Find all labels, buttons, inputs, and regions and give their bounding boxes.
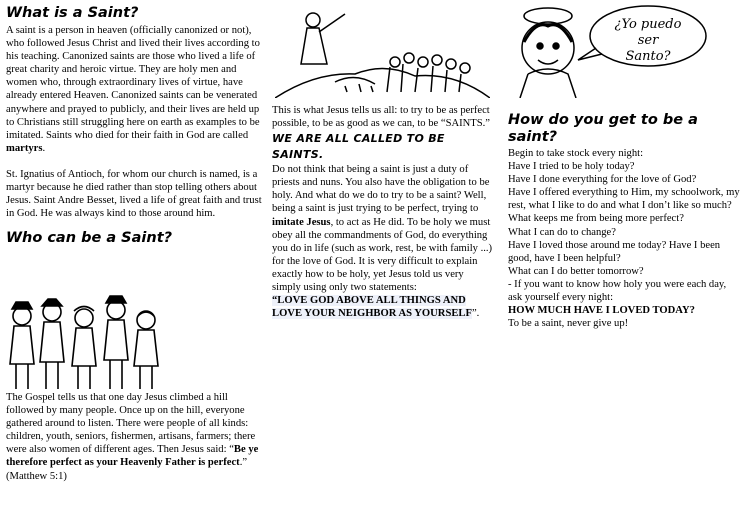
gospel-quote: Be ye therefore perfect as your Heavenly Father is perfect: [6, 444, 259, 469]
matthew-citation: (Matthew 5:1): [6, 470, 67, 482]
speech-bubble-line2: ser: [637, 33, 659, 48]
crowd-drawing: [6, 294, 166, 392]
saint-definition-text: A saint is a person in heaven (officially canonized or not), who followed Jesus Christ and lived their lives according to his teaching. Canonized saints are those who lived a life of great charity and heroic virtue. They are holy men and women who, through extraordinary lives of virtue, have already entered Heaven. Canonized saints can be venerated anywhere and prayed to publicly, and their lives are held up to Christians still struggling here on earth as examples to be imitated. Saints who died for their faith in God are called: [6, 25, 260, 141]
gospel-quote-end: .”: [239, 457, 248, 469]
column-middle: [272, 104, 494, 320]
heading-all-called-to-be-saints: WE ARE ALL CALLED TO BE SAINTS.: [272, 132, 445, 162]
imitate-jesus-term: imitate Jesus: [272, 216, 331, 228]
paragraph-being-a-saint: [272, 163, 494, 294]
examination-line: Begin to take stock every night:: [508, 148, 644, 159]
heading-what-is-a-saint: What is a Saint?: [6, 5, 139, 21]
quote-open-mark: “: [272, 295, 278, 307]
examination-line: What can I do better tomorrow?: [508, 265, 644, 277]
being-a-saint-text-cont: , to act as He did. To be holy we must obey all the commandments of God, do everything you do in life (such as work, rest, be with family ...) for the love of God. It is very difficult to explain exactly how to be holy, yet Jesus told us very simply using only two statements:: [272, 216, 493, 294]
how-much-loved-today: HOW MUCH HAVE I LOVED TODAY?: [508, 305, 695, 317]
quote-close-mark: ”.: [471, 308, 480, 320]
gospel-text: The Gospel tells us that one day Jesus climbed a hill followed by many people. Once up on the hill, everyone gathered around to listen. There were people of all kinds: children, youth, seniors, fishermen, artisans, farmers; there were also women of different ages. Then Jesus said: “: [6, 392, 256, 456]
column-right: [508, 112, 740, 330]
paragraph-ignatius: St. Ignatius of Antioch, for whom our church is named, is a martyr because he died rather than stop telling others about Jesus. Saint Andre Besset, lived a life of great faith and trust in God. He was always kind to those around him.: [6, 168, 262, 220]
speech-bubble-line1: ¿Yo puedo: [614, 17, 682, 32]
can-i-be-a-saint-illustration: [508, 2, 740, 98]
crowd-illustration: [6, 294, 166, 392]
examination-line: What I can do to change?: [508, 226, 616, 238]
martyrs-term: martyrs: [6, 142, 43, 154]
examination-line: - If you want to know how holy you were each day, ask yourself every night:: [508, 278, 727, 304]
being-a-saint-text: Do not think that being a saint is just a duty of priests and nuns. You also have the obligation to be holy. And what do we do to try to be a saint? Well, being a saint is just trying to be perfect, trying to: [272, 164, 490, 215]
saint-definition-end: .: [42, 142, 46, 154]
heading-who-can-be-a-saint: Who can be a Saint?: [6, 230, 173, 247]
jesus-preaching-illustration: [275, 2, 490, 98]
paragraph-saint-definition: [6, 24, 268, 155]
speech-bubble-line3: Santo?: [625, 49, 671, 64]
never-give-up: To be a saint, never give up!: [508, 318, 629, 330]
paragraph-gospel: [6, 391, 268, 483]
examination-line: What keeps me from being more perfect?: [508, 213, 684, 225]
boy-with-halo-drawing: [508, 2, 740, 98]
column-left-lower: [6, 391, 268, 483]
great-commandment-quote: [272, 294, 494, 320]
examination-line: Have I tried to be holy today?: [508, 161, 635, 173]
examination-list: [508, 147, 740, 330]
paragraph-jesus-tells-us: This is what Jesus tells us all: to try to be as perfect possible, to be as good as we can, to be “SAINTS.”: [272, 105, 491, 130]
great-commandment-text: LOVE GOD ABOVE ALL THINGS AND LOVE YOUR NEIGHBOR AS YOURSELF: [272, 295, 472, 320]
column-left: [6, 0, 268, 247]
examination-line: Have I loved those around me today? Have I been good, have I been helpful?: [508, 239, 721, 264]
jesus-preaching-drawing: [275, 2, 490, 98]
heading-how-to-be-a-saint: How do you get to be a saint?: [508, 112, 698, 145]
examination-line: Have I offered everything to Him, my schoolwork, my rest, what I like to do and what I don’t like so much?: [508, 187, 740, 212]
examination-line: Have I done everything for the love of God?: [508, 174, 697, 186]
